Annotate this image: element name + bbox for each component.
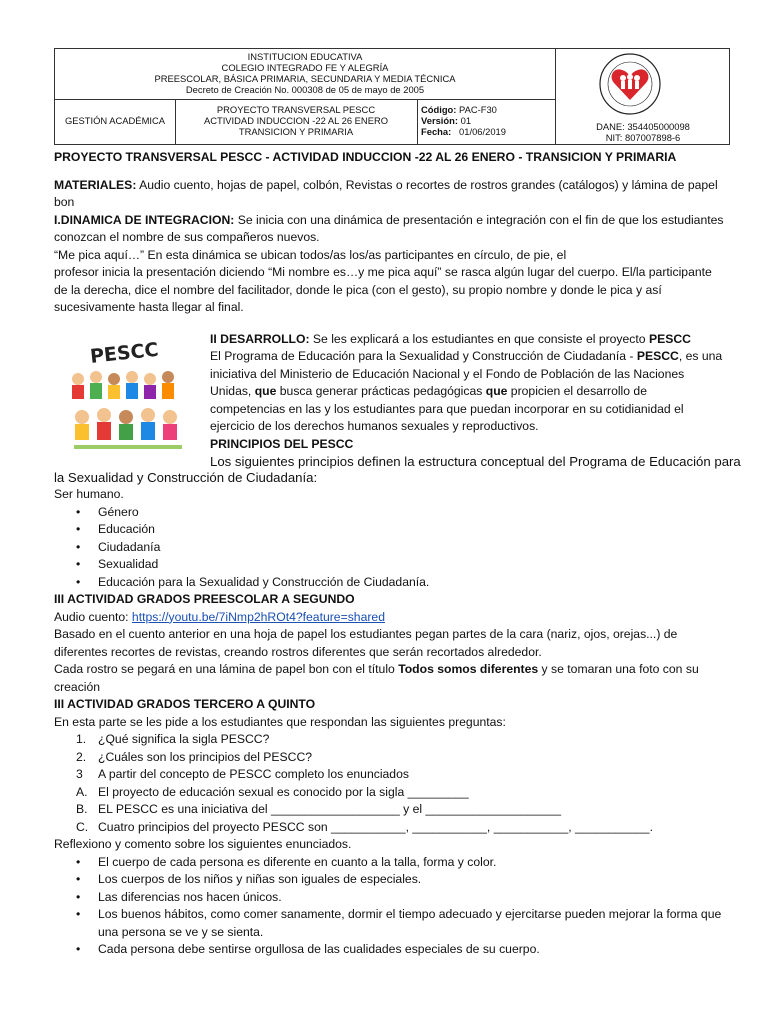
version-value: 01 xyxy=(460,115,472,126)
decree: Decreto de Creación No. 000308 de 05 de mayo de 2005 xyxy=(185,84,425,95)
desarrollo-label: II DESARROLLO: xyxy=(210,331,310,346)
reflex-item: • Las diferencias nos hacen únicos. xyxy=(54,889,724,907)
act4-title: III ACTIVIDAD GRADOS TERCERO A QUINTO xyxy=(54,697,316,711)
principios-list xyxy=(54,504,724,592)
question-number: A. xyxy=(76,784,88,799)
dinamica-text: Se inicia con una dinámica de presentación e integración con el fin de que los estudiantes conozcan el nombre de sus compañeros nuevos. xyxy=(54,212,724,244)
pica-paragraph: profesor inicia la presentación diciendo “Mi nombre es…y me pica aquí” se rasca algún lugar del cuerpo. El/la participante de la derecha, dice el nombre del facilitador, donde le pica (con el gesto), su propio nombre y donde le pica y así sucesivamente hasta llegar al final. xyxy=(54,265,712,314)
act3-text: y se tomaran una foto con su creación xyxy=(54,662,699,694)
image-word: PESCC xyxy=(89,338,160,368)
project-line-1: PROYECTO TRANSVERSAL PESCC xyxy=(216,104,376,115)
dane: DANE: 354405000098 xyxy=(596,121,690,132)
school-logo xyxy=(589,52,671,116)
audio-label: Audio cuento: xyxy=(54,609,132,624)
question-text: EL PESCC es una iniciativa del ___________________ y el ____________________ xyxy=(98,802,562,816)
fecha-label: Fecha: xyxy=(421,126,452,137)
todos-somos-diferentes: Todos somos diferentes xyxy=(398,662,539,676)
reflex-item: • Los cuerpos de los niños y niñas son iguales de especiales. xyxy=(54,871,724,889)
project-cell xyxy=(175,104,417,137)
document-title: PROYECTO TRANSVERSAL PESCC - ACTIVIDAD INDUCCION -22 AL 26 ENERO - TRANSICION Y PRIMARIA xyxy=(54,150,677,164)
audio-link[interactable]: https://youtu.be/7iNmp2hROt4?feature=shared xyxy=(131,609,385,624)
desarrollo-text xyxy=(210,331,741,471)
question-text: Cuatro principios del proyecto PESCC son ___________, ___________, ___________, ___________. xyxy=(98,819,653,834)
materiales-paragraph xyxy=(54,177,724,212)
question-text: El proyecto de educación sexual es conocido por la sigla _________ xyxy=(98,784,469,799)
program-text: , es una iniciativa del Ministerio de Educación Nacional y el Fondo de Población de las Naciones Unidas, xyxy=(210,349,723,398)
audio-line xyxy=(54,609,724,627)
program-text: busca generar prácticas pedagógicas xyxy=(276,384,486,398)
principle-item: • Género xyxy=(54,504,724,522)
divider xyxy=(417,99,418,144)
reflex-list xyxy=(54,854,724,959)
document-body xyxy=(54,149,741,959)
version-label: Versión: xyxy=(421,115,458,126)
question-item xyxy=(54,766,724,784)
question-number: C. xyxy=(76,819,89,834)
reflex-item: • El cuerpo de cada persona es diferente en cuanto a la talla, forma y color. xyxy=(54,854,724,872)
fecha-value: 01/06/2019 xyxy=(459,126,506,137)
program-text: propicien el desarrollo de competencias en las y los estudiantes para que puedan incorporar en su cotidianidad el ejercicio de los derechos humanos sexuales y reproductivos. xyxy=(210,384,684,433)
desarrollo-intro: Se les explicará a los estudiantes en que consiste el proyecto xyxy=(309,331,649,346)
act3-title: III ACTIVIDAD GRADOS PREESCOLAR A SEGUNDO xyxy=(54,592,355,606)
principle-item: • Educación xyxy=(54,521,724,539)
que-word: que xyxy=(485,384,508,398)
principle-item: • Sexualidad xyxy=(54,556,724,574)
reflex-item: • Los buenos hábitos, como comer sanamente, dormir el tiempo adecuado y ejercitarse pueden mejorar la forma que una persona se ve y se sienta. xyxy=(54,906,724,941)
principios-title: PRINCIPIOS DEL PESCC xyxy=(210,436,354,451)
reflex-line: Reflexiono y comento sobre los siguientes enunciados. xyxy=(54,837,352,851)
question-item xyxy=(54,749,724,767)
questions-list xyxy=(54,731,724,836)
principios-intro-2: la Sexualidad y Construcción de Ciudadanía: xyxy=(54,469,318,485)
principle-item: • Educación para la Sexualidad y Construcción de Ciudadanía. xyxy=(54,574,724,592)
nit: NIT: 807007898-6 xyxy=(605,132,681,143)
dinamica-paragraph xyxy=(54,212,724,247)
program-text: El Programa de Educación para la Sexualidad y Construcción de Ciudadanía - xyxy=(210,349,637,363)
question-number: 2. xyxy=(76,749,87,764)
materiales-label: MATERIALES: xyxy=(54,177,137,192)
institution-name: INSTITUCION EDUCATIVA xyxy=(247,51,363,62)
act4-intro: En esta parte se les pide a los estudiantes que respondan las siguientes preguntas: xyxy=(54,714,506,729)
question-number: 3 xyxy=(76,767,83,781)
question-item xyxy=(54,819,724,837)
question-item xyxy=(54,801,724,819)
principle-item: • Ciudadanía xyxy=(54,539,724,557)
dinamica-label: I.DINAMICA DE INTEGRACION: xyxy=(54,212,235,227)
divider xyxy=(55,99,555,100)
school-name: COLEGIO INTEGRADO FE Y ALEGRÍA xyxy=(221,62,389,73)
question-number: B. xyxy=(76,802,88,816)
reflex-item: • Cada persona debe sentirse orgullosa de las cualidades especiales de su cuerpo. xyxy=(54,941,724,959)
question-text: ¿Qué significa la sigla PESCC? xyxy=(98,732,270,746)
project-line-2: ACTIVIDAD INDUCCION -22 AL 26 ENERO xyxy=(203,115,389,126)
question-item xyxy=(54,731,724,749)
ser-humano: Ser humano. xyxy=(54,487,124,501)
question-text: A partir del concepto de PESCC completo los enunciados xyxy=(98,767,409,781)
act3-text: Cada rostro se pegará en una lámina de papel bon con el título xyxy=(54,662,399,676)
code-cell xyxy=(421,104,551,137)
act3-paragraph-2 xyxy=(54,661,724,696)
institution-block xyxy=(55,51,555,95)
levels: PREESCOLAR, BÁSICA PRIMARIA, SECUNDARIA Y MEDIA TÉCNICA xyxy=(154,73,456,84)
program-paragraph xyxy=(210,348,724,436)
pica-line-1: “Me pica aquí…” En esta dinámica se ubican todos/as los/as participantes en círculo, de pie, el xyxy=(54,247,567,262)
desarrollo-section xyxy=(54,331,741,469)
que-word: que xyxy=(254,384,277,398)
dane-cell xyxy=(555,121,731,143)
codigo-label: Código: xyxy=(421,104,457,115)
pescc-kids-image xyxy=(68,339,186,455)
area-cell: GESTIÓN ACADÉMICA xyxy=(64,115,166,126)
question-item xyxy=(54,784,724,802)
act3-paragraph-1: Basado en el cuento anterior en una hoja de papel los estudiantes pegan partes de la cara (nariz, ojos, orejas...) de diferentes recortes de revistas, creando rostros diferentes que serán recortados alrededor. xyxy=(54,627,678,659)
codigo-value: PAC-F30 xyxy=(459,104,497,115)
question-text: ¿Cuáles son los principios del PESCC? xyxy=(98,749,313,764)
question-number: 1. xyxy=(76,732,87,746)
pescc-word: PESCC xyxy=(648,331,691,346)
materiales-text: Audio cuento, hojas de papel, colbón, Revistas o recortes de rostros grandes (catálogos) y lámina de papel bon xyxy=(54,177,718,209)
pescc-word: PESCC xyxy=(636,349,679,363)
principios-intro-1: Los siguientes principios definen la estructura conceptual del Programa de Educación para xyxy=(210,454,741,469)
project-line-3: TRANSICION Y PRIMARIA xyxy=(238,126,354,137)
